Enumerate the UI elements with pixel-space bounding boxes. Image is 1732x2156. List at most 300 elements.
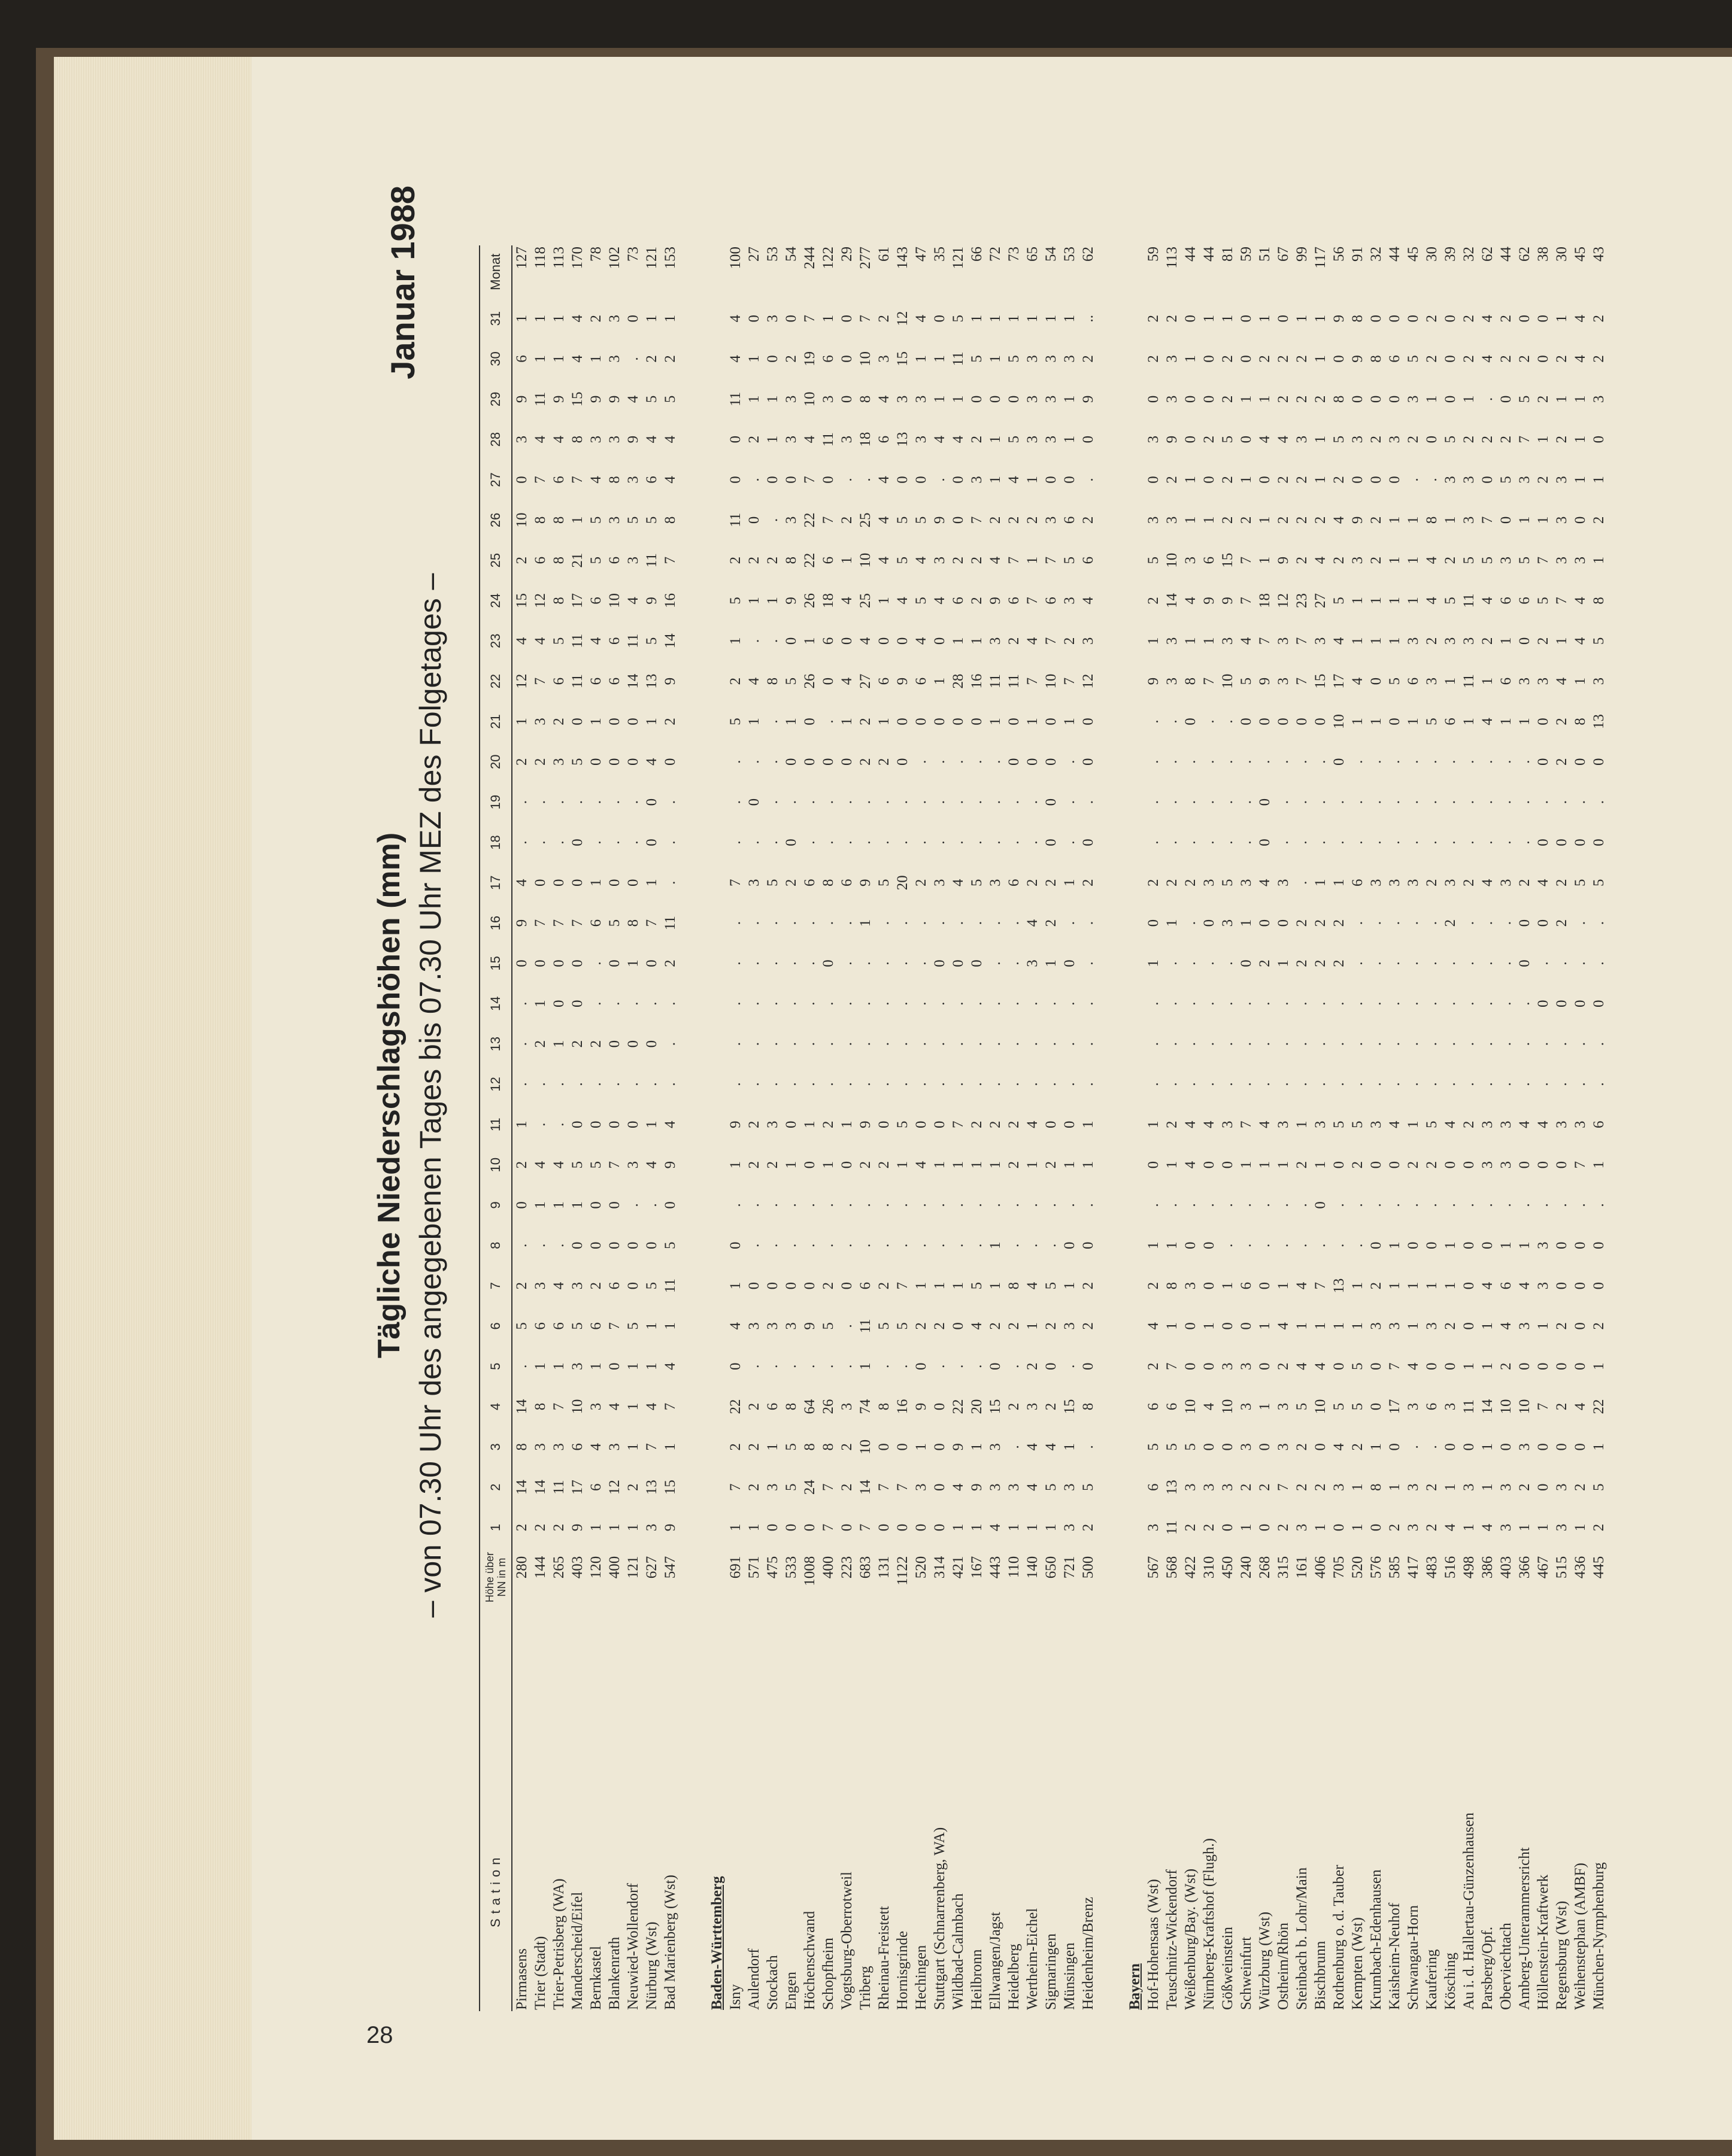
day-value: 0 — [1424, 1362, 1440, 1370]
day-value: 1 — [932, 1161, 948, 1169]
day-value: . — [625, 357, 641, 361]
month-total: 47 — [913, 247, 929, 262]
day-value: 2 — [1331, 919, 1347, 927]
day-value: . — [1442, 961, 1458, 965]
station-name: Heidelberg — [1006, 1944, 1022, 2010]
day-value: 10 — [1312, 1399, 1328, 1414]
day-value: 6 — [1145, 1402, 1161, 1411]
month-total: 59 — [1145, 247, 1161, 262]
header-height: Höhe über NN in m — [480, 1548, 512, 1607]
day-value: 4 — [1331, 1443, 1347, 1451]
table-row — [1441, 245, 1460, 2011]
station-height: 576 — [1368, 1556, 1384, 1579]
day-value: 0 — [1080, 718, 1096, 725]
table-row — [1163, 245, 1181, 2011]
day-value: 0 — [1554, 839, 1570, 846]
day-value: . — [894, 840, 911, 845]
day-value: 1 — [1061, 1282, 1078, 1290]
station-height: 443 — [987, 1556, 1003, 1579]
day-value: 2 — [1164, 879, 1180, 887]
station-name: Bischbrunn — [1312, 1941, 1328, 2010]
day-value: . — [1368, 840, 1384, 845]
day-value: 0 — [644, 959, 660, 967]
day-value: . — [1275, 760, 1291, 764]
day-value: 1 — [1024, 476, 1041, 484]
day-value: 4 — [606, 1402, 623, 1411]
day-value: 3 — [1461, 516, 1477, 524]
day-value: 1 — [1080, 1161, 1096, 1169]
table-row — [1404, 245, 1422, 2011]
day-value: 0 — [588, 1241, 604, 1249]
day-value: 2 — [1331, 556, 1347, 564]
day-value: 3 — [551, 758, 567, 766]
day-value: . — [857, 840, 873, 845]
day-value: 11 — [569, 633, 586, 648]
day-value: 1 — [644, 1120, 660, 1128]
day-value: . — [1442, 760, 1458, 764]
day-value: 0 — [987, 395, 1003, 403]
day-value: 1 — [950, 1282, 966, 1290]
day-value: 1 — [802, 637, 818, 645]
day-value: 3 — [1424, 1322, 1440, 1330]
day-value: 3 — [746, 879, 762, 887]
day-value: 5 — [1349, 1120, 1366, 1128]
day-value: 0 — [876, 1523, 892, 1532]
day-value: 0 — [839, 1161, 855, 1169]
day-value: . — [625, 840, 641, 845]
day-value: 5 — [876, 1322, 892, 1330]
day-value: 0 — [839, 355, 855, 363]
day-value: 4 — [1024, 1483, 1041, 1491]
day-value: 5 — [1424, 718, 1440, 725]
day-value: 1 — [644, 1362, 660, 1370]
day-value: 5 — [625, 1322, 641, 1330]
day-value: 1 — [1312, 476, 1328, 484]
day-value: 2 — [876, 758, 892, 766]
day-value: . — [532, 800, 548, 804]
month-total: 32 — [1368, 247, 1384, 262]
month-total: 43 — [1591, 247, 1607, 262]
day-value: 3 — [1238, 879, 1254, 887]
table-row — [1367, 245, 1385, 2011]
station-name: Bernkastel — [588, 1946, 604, 2010]
day-value: 7 — [969, 516, 985, 524]
day-value: 1 — [1024, 1322, 1041, 1330]
day-value: 1 — [1349, 637, 1366, 645]
day-value: 4 — [1182, 1161, 1199, 1169]
day-value: 1 — [839, 556, 855, 564]
day-value: . — [1516, 840, 1533, 845]
day-value: . — [1164, 840, 1180, 845]
day-value: 12 — [894, 311, 911, 326]
day-value: 18 — [1257, 593, 1273, 608]
day-value: 0 — [1043, 839, 1059, 846]
day-value: 13 — [644, 673, 660, 689]
day-value: 3 — [625, 476, 641, 484]
day-value: 0 — [1405, 1241, 1421, 1249]
day-value: . — [894, 1243, 911, 1247]
day-value: 26 — [802, 593, 818, 608]
day-value: 1 — [1312, 1161, 1328, 1169]
day-value: . — [765, 1364, 781, 1368]
station-height: 403 — [569, 1556, 586, 1579]
day-value: 18 — [857, 432, 873, 447]
table-row — [605, 245, 624, 2011]
day-value: 5 — [1442, 597, 1458, 605]
day-value: . — [783, 1082, 799, 1086]
day-value: 2 — [1312, 516, 1328, 524]
day-value: 1 — [987, 435, 1003, 444]
day-value: 15 — [1061, 1399, 1078, 1414]
day-value: 5 — [1572, 879, 1588, 887]
day-value: 0 — [894, 758, 911, 766]
day-value: 1 — [1220, 1282, 1236, 1290]
day-value: . — [1405, 1001, 1421, 1006]
header-day: 8 — [480, 1225, 512, 1265]
day-value: 2 — [1312, 1483, 1328, 1491]
day-value: 0 — [913, 718, 929, 725]
day-value: 2 — [1331, 959, 1347, 967]
day-value: . — [1061, 921, 1078, 925]
day-value: 3 — [1164, 516, 1180, 524]
station-name: Ostheim/Rhön — [1275, 1923, 1291, 2010]
day-value: 1 — [1368, 637, 1384, 645]
day-value: 4 — [514, 879, 530, 887]
day-value: 5 — [1331, 597, 1347, 605]
station-height: 450 — [1220, 1556, 1236, 1579]
day-value: 4 — [950, 1483, 966, 1491]
day-value: . — [1424, 1082, 1440, 1086]
day-value: 8 — [1424, 516, 1440, 524]
day-value: . — [514, 1001, 530, 1006]
day-value: . — [969, 1082, 985, 1086]
station-name: Schwangau-Horn — [1405, 1905, 1421, 2010]
day-value: 11 — [625, 633, 641, 648]
day-value: 1 — [1312, 355, 1328, 363]
day-value: . — [1294, 1001, 1310, 1006]
day-value: 0 — [1201, 355, 1217, 363]
day-value: 2 — [1461, 355, 1477, 363]
day-value: 1 — [1164, 1241, 1180, 1249]
table-body — [512, 245, 1622, 2011]
day-value: 1 — [1349, 1282, 1366, 1290]
day-value: 2 — [1080, 1282, 1096, 1290]
day-value: . — [1006, 1445, 1022, 1449]
day-value: 9 — [1331, 314, 1347, 323]
day-value: . — [932, 800, 948, 804]
day-value: 4 — [1331, 516, 1347, 524]
day-value: 0 — [820, 959, 836, 967]
month-total: 44 — [1182, 247, 1199, 262]
precipitation-table — [479, 245, 1622, 2011]
day-value: 1 — [1080, 1120, 1096, 1128]
header-day: 14 — [480, 983, 512, 1024]
day-value: 8 — [1080, 1402, 1096, 1411]
day-value: 4 — [932, 435, 948, 444]
day-value: 4 — [662, 476, 678, 484]
day-value: 3 — [1554, 556, 1570, 564]
day-value: 10 — [857, 351, 873, 367]
day-value: 3 — [1349, 435, 1366, 444]
day-value: 3 — [1164, 637, 1180, 645]
day-value: 2 — [783, 355, 799, 363]
day-value: 0 — [1498, 1443, 1514, 1451]
day-value: 4 — [1145, 1322, 1161, 1330]
day-value: 2 — [1145, 879, 1161, 887]
day-value: 3 — [1368, 1322, 1384, 1330]
day-value: 8 — [1331, 395, 1347, 403]
day-value: 8 — [662, 516, 678, 524]
station-name: Münsingen — [1061, 1942, 1078, 2010]
month-total: 30 — [1424, 247, 1440, 262]
station-name: Kaisheim-Neuhof — [1387, 1902, 1403, 2010]
day-value: 9 — [932, 516, 948, 524]
day-value: 0 — [606, 1040, 623, 1048]
day-value: 0 — [644, 1040, 660, 1048]
day-value: 7 — [727, 879, 744, 887]
day-value: 2 — [588, 314, 604, 323]
station-height: 498 — [1461, 1556, 1477, 1579]
day-value: 6 — [876, 677, 892, 685]
day-value: 14 — [1479, 1399, 1496, 1414]
day-value: 1 — [1387, 1241, 1403, 1249]
day-value: . — [1405, 1445, 1421, 1449]
day-value: 0 — [1331, 758, 1347, 766]
day-value: . — [1145, 840, 1161, 845]
day-value: 0 — [1257, 839, 1273, 846]
day-value: . — [746, 1082, 762, 1086]
day-value: 0 — [727, 435, 744, 444]
day-value: . — [1424, 800, 1440, 804]
station-height: 571 — [746, 1556, 762, 1579]
day-value: . — [1591, 1203, 1607, 1207]
day-value: . — [569, 800, 586, 804]
day-value: 3 — [1591, 395, 1607, 403]
day-value: . — [746, 1243, 762, 1247]
day-value: 12 — [1080, 673, 1096, 689]
day-value: 4 — [727, 314, 744, 323]
day-value: 6 — [606, 637, 623, 645]
day-value: 3 — [765, 1322, 781, 1330]
day-value: . — [1164, 1082, 1180, 1086]
day-value: 1 — [1387, 597, 1403, 605]
day-value: 0 — [839, 1523, 855, 1532]
day-value: 2 — [1294, 1443, 1310, 1451]
day-value: 5 — [969, 355, 985, 363]
station-name: Heilbronn — [969, 1949, 985, 2010]
day-value: 11 — [987, 674, 1003, 689]
day-value: 2 — [746, 1161, 762, 1169]
day-value: 0 — [1182, 718, 1199, 725]
day-value: . — [1479, 1203, 1496, 1207]
day-value: 6 — [913, 677, 929, 685]
day-value: . — [1572, 1082, 1588, 1086]
day-value: 4 — [1024, 1282, 1041, 1290]
day-value: . — [1061, 840, 1078, 845]
day-value: . — [1424, 921, 1440, 925]
day-value: 0 — [1498, 516, 1514, 524]
day-value: 1 — [1043, 1523, 1059, 1532]
day-value: . — [1024, 1001, 1041, 1006]
station-height: 268 — [1257, 1556, 1273, 1579]
day-value: 0 — [894, 637, 911, 645]
day-value: 2 — [857, 718, 873, 725]
day-value: 5 — [727, 718, 744, 725]
day-value: 9 — [514, 919, 530, 927]
day-value: 5 — [514, 1322, 530, 1330]
day-value: . — [1080, 921, 1096, 925]
day-value: 2 — [969, 556, 985, 564]
day-value: 4 — [569, 314, 586, 323]
day-value: 7 — [662, 556, 678, 564]
day-value: 6 — [820, 355, 836, 363]
month-total: 65 — [1024, 247, 1041, 262]
day-value: 2 — [1479, 435, 1496, 444]
day-value: 0 — [839, 314, 855, 323]
day-value: 4 — [913, 637, 929, 645]
day-value: 4 — [644, 1161, 660, 1169]
day-value: . — [765, 961, 781, 965]
day-value: 10 — [1220, 1399, 1236, 1414]
day-value: 3 — [987, 1483, 1003, 1491]
day-value: . — [625, 1082, 641, 1086]
day-value: 0 — [913, 1523, 929, 1532]
day-value: 4 — [1024, 637, 1041, 645]
day-value: 3 — [1498, 556, 1514, 564]
day-value: 10 — [857, 552, 873, 568]
day-value: . — [987, 961, 1003, 965]
table-row — [531, 245, 550, 2011]
day-value: 0 — [802, 1282, 818, 1290]
day-value: 3 — [532, 1443, 548, 1451]
day-value: . — [746, 921, 762, 925]
day-value: 1 — [532, 314, 548, 323]
day-value: 2 — [1461, 879, 1477, 887]
month-total: 29 — [839, 247, 855, 262]
day-value: 2 — [1182, 879, 1199, 887]
day-value: 1 — [783, 1161, 799, 1169]
day-value: 7 — [950, 1120, 966, 1128]
day-value: 1 — [765, 1443, 781, 1451]
day-value: . — [1238, 1082, 1254, 1086]
day-value: 0 — [1572, 1241, 1588, 1249]
day-value: 3 — [1164, 355, 1180, 363]
day-value: 1 — [1164, 919, 1180, 927]
day-value: . — [1220, 1041, 1236, 1046]
day-value: 0 — [746, 1282, 762, 1290]
day-value: 2 — [820, 1282, 836, 1290]
day-value: 1 — [876, 718, 892, 725]
day-value: 5 — [820, 1322, 836, 1330]
page-number: 28 — [366, 2022, 393, 2048]
day-value: 3 — [1554, 476, 1570, 484]
day-value: 10 — [569, 1399, 586, 1414]
day-value: 1 — [514, 1120, 530, 1128]
day-value: . — [1257, 1203, 1273, 1207]
day-value: 1 — [1498, 1241, 1514, 1249]
day-value: 1 — [1201, 314, 1217, 323]
day-value: 6 — [551, 677, 567, 685]
station-name: München-Nymphenburg — [1591, 1862, 1607, 2010]
day-value: 5 — [894, 556, 911, 564]
day-value: 1 — [950, 1161, 966, 1169]
day-value: 0 — [783, 1282, 799, 1290]
day-value: 1 — [1061, 1443, 1078, 1451]
station-height: 121 — [625, 1556, 641, 1579]
day-value: 2 — [1080, 1523, 1096, 1532]
day-value: 4 — [1572, 355, 1588, 363]
day-value: . — [820, 1364, 836, 1368]
day-value: 3 — [783, 395, 799, 403]
day-value: 1 — [1572, 1523, 1588, 1532]
day-value: 1 — [532, 1201, 548, 1209]
day-value: 0 — [1387, 314, 1403, 323]
day-value: . — [727, 840, 744, 845]
station-height: 386 — [1479, 1556, 1496, 1579]
day-value: 1 — [1405, 1120, 1421, 1128]
day-value: 1 — [1591, 1443, 1607, 1451]
day-value: 4 — [1331, 637, 1347, 645]
day-value: 3 — [765, 1483, 781, 1491]
day-value: . — [1405, 1041, 1421, 1046]
day-value: . — [987, 1041, 1003, 1046]
day-value: 0 — [606, 758, 623, 766]
day-value: 2 — [662, 355, 678, 363]
day-value: 0 — [969, 395, 985, 403]
station-name: Engen — [783, 1972, 799, 2010]
day-value: 2 — [588, 1040, 604, 1048]
day-value: . — [1405, 921, 1421, 925]
day-value: . — [625, 1001, 641, 1006]
day-value: 4 — [1424, 556, 1440, 564]
day-value: 4 — [1479, 314, 1496, 323]
day-value: 0 — [1591, 1241, 1607, 1249]
day-value: . — [1257, 1001, 1273, 1006]
day-value: 0 — [532, 959, 548, 967]
month-total: 113 — [1164, 247, 1180, 269]
day-value: 2 — [1294, 556, 1310, 564]
day-value: . — [1461, 1041, 1477, 1046]
day-value: 2 — [1164, 314, 1180, 323]
day-value: 6 — [588, 919, 604, 927]
day-value: 0 — [1220, 1523, 1236, 1532]
day-value: 0 — [1145, 919, 1161, 927]
day-value: 1 — [1145, 637, 1161, 645]
day-value: 0 — [625, 1241, 641, 1249]
day-value: . — [1238, 760, 1254, 764]
day-value: 7 — [1257, 637, 1273, 645]
station-name: Blankenrath — [606, 1936, 623, 2010]
day-value: 1 — [1201, 516, 1217, 524]
day-value: 6 — [1043, 597, 1059, 605]
day-value: 0 — [1312, 1201, 1328, 1209]
day-value: . — [662, 880, 678, 885]
day-value: 3 — [514, 435, 530, 444]
day-value: 6 — [606, 1282, 623, 1290]
day-value: 1 — [1275, 959, 1291, 967]
day-value: 1 — [1182, 355, 1199, 363]
day-value: . — [1349, 961, 1366, 965]
header-day: 28 — [480, 420, 512, 460]
day-value: . — [839, 840, 855, 845]
region-heading-row — [694, 245, 726, 2011]
day-value: 11 — [727, 512, 744, 527]
day-value: 3 — [1201, 1483, 1217, 1491]
day-value: 3 — [1387, 435, 1403, 444]
header-station: Station — [480, 1607, 512, 2011]
day-value: 13 — [894, 432, 911, 447]
day-value: 4 — [876, 556, 892, 564]
